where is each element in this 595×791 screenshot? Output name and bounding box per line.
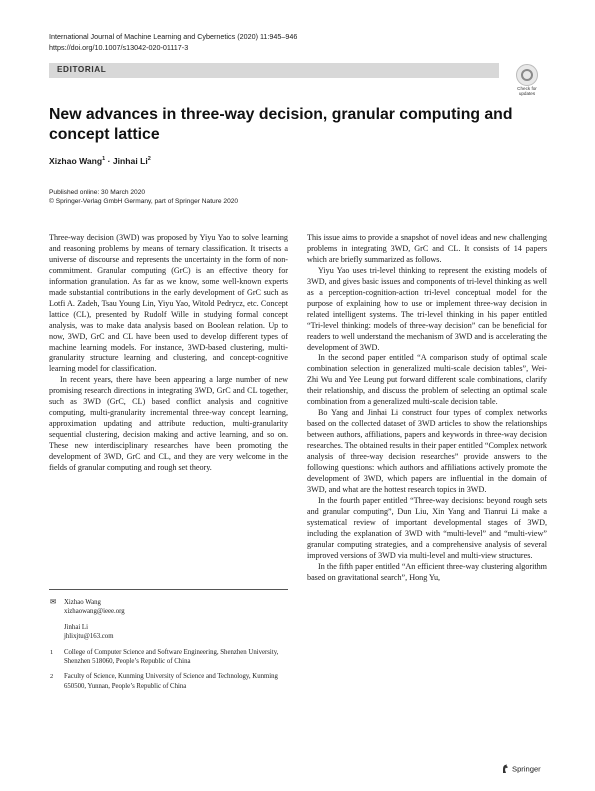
- journal-citation: International Journal of Machine Learning and Cybernetics (2020) 11:945–946: [49, 32, 298, 41]
- copyright-notice: © Springer-Verlag GmbH Germany, part of Springer Nature 2020: [49, 198, 239, 206]
- paragraph: This issue aims to provide a snapshot of novel ideas and new challenging problems in integrating 3WD, GrC and CL. It consists of 14 papers which are briefly summarized as follows.: [307, 233, 547, 264]
- journal-header: [49, 31, 297, 53]
- corresponding-author-name: Jinhai Li: [64, 623, 88, 631]
- publisher-name: Springer: [512, 764, 541, 774]
- author-list: [49, 156, 151, 166]
- email-link[interactable]: xizhaowang@ieee.org: [64, 608, 125, 616]
- left-column: [49, 233, 288, 474]
- paragraph: In the fourth paper entitled “Three-way decisions: beyond rough sets and granular computing”, Dun Liu, Xin Yang and Tianrui Li make a systematical review of important developmental stages of 3WD, including the explanation of 3WD with “multi-level” and “multi-view” granular computing strategies, and a comprehensive analysis of several improved versions of 3WD via multi-level and multi-view structures.: [307, 495, 547, 560]
- email-link[interactable]: jhlixjtu@163.com: [64, 633, 114, 641]
- publisher-logo: [501, 764, 541, 776]
- paragraph: In recent years, there have been appearing a large number of new promising research directions in integrating 3WD, GrC and CL together, such as 3WD (GrC, CL) based conflict analysis and cognitive computing, multi-granularity incremental three-way concept learning, approximation updating and attribute reduction, multi-granularity sequential clustering, decision making and active learning, and so on. These new interdisciplinary researches have been promoting the development of 3WD, GrC and CL, and they are very welcome in the fields of granular computing and rough set theory.: [49, 375, 288, 473]
- author-name[interactable]: Xizhao Wang: [49, 156, 103, 166]
- affiliation-text: Faculty of Science, Kunming University of Science and Technology, Kunming 650500, Yunnan, People’s Republic of China: [64, 673, 278, 690]
- paragraph: Yiyu Yao uses tri-level thinking to represent the existing models of 3WD, and gives basic issues and components of tri-level thinking as well as a perception-cognition-action tri-level conceptual model for the purpose of explaining how to use or implement three-way decision in related intelligent systems. The tri-level thinking in his paper entitled “Tri-level thinking: models of three-way decision” can be beneficial for readers to well understand the mechanism of 3WD and is accelerating the development of 3WD.: [307, 265, 547, 352]
- author-affiliation-mark: 2: [147, 156, 151, 163]
- paragraph: Three-way decision (3WD) was proposed by Yiyu Yao to solve learning and reasoning problems by means of ternary classification. It trisects a universe of discourse and represents the uncertainty in the form of non-commitment. Granular computing (GrC) is an effective theory for information granulation. As far as we know, some well-known experts made substantial contributions in the early development of GrC such as Lotfi A. Zadeh, Tsau Young Lin, Yiyu Yao, Witold Pedrycz, etc. Concept lattice (CL), presented by Rudolf Wille in studying formal concept analysis, was to make data analysis based on Boolean relation. Up to now, 3WD, GrC and CL have been used to develop different types of machine learning models. For instance, 3WD-based clustering, multi-granularity structure learning and clustering, and concept-cognitive learning model for classification.: [49, 233, 288, 374]
- author-separator: ·: [107, 156, 111, 166]
- corresponding-author-name: Xizhao Wang: [64, 599, 101, 606]
- paragraph: In the fifth paper entitled “An efficient three-way clustering algorithm based on gravitational search”, Hong Yu,: [307, 561, 547, 582]
- category-label: EDITORIAL: [57, 65, 107, 74]
- author-name[interactable]: Jinhai Li: [112, 156, 148, 166]
- doi-link[interactable]: https://doi.org/10.1007/s13042-020-01117-3: [49, 43, 189, 52]
- affiliation-text: College of Computer Science and Software Engineering, Shenzhen University, Shenzhen 518060, People’s Republic of China: [64, 648, 279, 666]
- check-for-updates-icon: [516, 64, 538, 86]
- springer-horse-icon: [501, 764, 509, 774]
- category-bar: [49, 63, 499, 78]
- affiliation-number: 2: [50, 673, 54, 681]
- correspondence-block: [49, 598, 288, 642]
- affiliation-number: 1: [50, 648, 54, 656]
- article-title: New advances in three-way decision, granular computing and concept lattice: [49, 106, 513, 143]
- paragraph: In the second paper entitled “A comparison study of optimal scale combination selection in generalized multi-scale decision tables”, Wei-Zhi Wu and Yee Leung put forward different scale combinations, clarify their relationship, and discuss the problem of selecting an optimal scale combination from a generalized multi-scale decision table.: [307, 353, 547, 407]
- footnotes: [49, 589, 288, 697]
- paragraph: Bo Yang and Jinhai Li construct four types of complex networks based on the collected dataset of 3WD articles to show the relationships between authors, affiliations, papers and keywords in three-way decision researches. The obtained results in their paper entitled “Complex network analysis of three-way decision researches” provide answers to the following questions: which authors and affiliations actively promote the development of 3WD, which papers are influential in the domain of 3WD, and what are the hottest research topics in 3WD.: [307, 408, 547, 494]
- badge-line-1: Check for: [517, 86, 537, 91]
- right-column: [307, 233, 547, 584]
- check-for-updates-badge[interactable]: [513, 64, 541, 97]
- envelope-icon: ✉: [50, 597, 57, 606]
- publication-info: [49, 188, 238, 207]
- author-affiliation-mark: 1: [102, 156, 106, 163]
- affiliation-item: [49, 672, 288, 691]
- badge-line-2: updates: [518, 91, 536, 97]
- published-date: Published online: 30 March 2020: [49, 189, 146, 196]
- affiliation-item: [49, 648, 288, 667]
